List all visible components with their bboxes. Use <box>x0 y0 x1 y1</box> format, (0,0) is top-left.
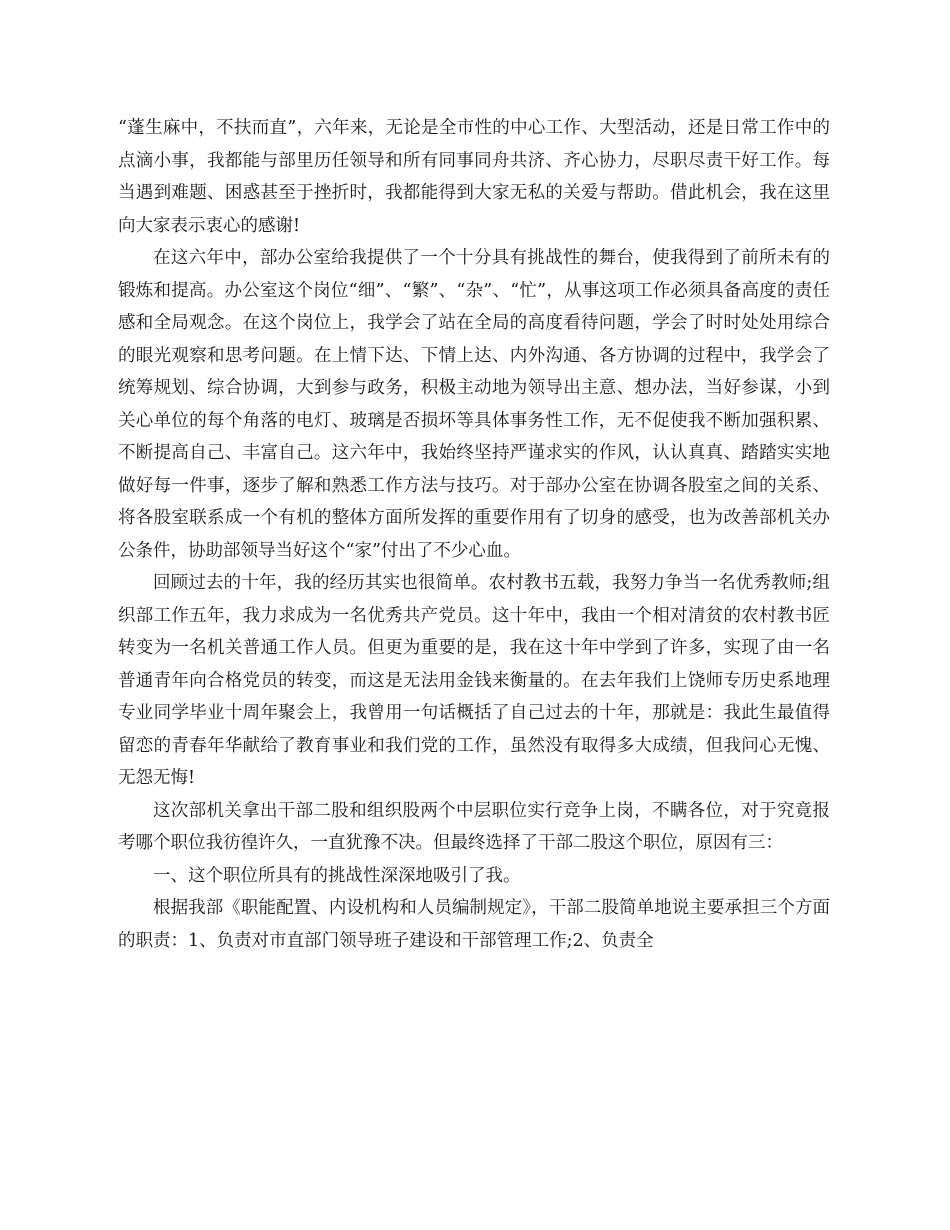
paragraph-ten-years-review: 回顾过去的十年，我的经历其实也很简单。农村教书五载，我努力争当一名优秀教师;组织部工作五年，我力求成为一名优秀共产党员。这十年中，我由一个相对清贫的农村教书匠转变为一名机关普通工作人员。但更为重要的是，我在这十年中学到了许多，实现了由一名普通青年向合格党员的转变，而这是无法用金钱来衡量的。在去年我们上饶师专历史系地理专业同学毕业十周年聚会上，我曾用一句话概括了自己过去的十年，那就是：我此生最值得留恋的青春年华献给了教育事业和我们党的工作，虽然没有取得多大成绩，但我问心无愧、无怨无悔! <box>118 573 830 788</box>
paragraph-position-choice: 这次部机关拿出干部二股和组织股两个中层职位实行竞争上岗，不瞒各位，对于究竟报考哪个职位我彷徨许久，一直犹豫不决。但最终选择了干部二股这个职位，原因有三： <box>118 800 830 853</box>
paragraph-reason-one: 一、这个职位所具有的挑战性深深地吸引了我。 <box>153 865 521 886</box>
paragraph-office-experience: 在这六年中，部办公室给我提供了一个十分具有挑战性的舞台，使我得到了前所未有的锻炼和提高。办公室这个岗位“细”、“繁”、“杂”、“忙”，从事这项工作必须具备高度的责任感和全局观念。在这个岗位上，我学会了站在全局的高度看待问题，学会了时时处处用综合的眼光观察和思考问题。在上情下达、下情上达、内外沟通、各方协调的过程中，我学会了统筹规划、综合协调，大到参与政务，积极主动地为领导出主意、想办法，当好参谋，小到关心单位的每个角落的电灯、玻璃是否损坏等具体事务性工作，无不促使我不断加强积累、不断提高自己、丰富自己。这六年中，我始终坚持严谨求实的作风，认认真真、踏踏实实地做好每一件事，逐步了解和熟悉工作方法与技巧。对于部办公室在协调各股室之间的关系、将各股室联系成一个有机的整体方面所发挥的重要作用有了切身的感受，也为改善部机关办公条件，协助部领导当好这个“家”付出了不少心血。 <box>118 248 830 561</box>
document-page <box>118 112 830 957</box>
paragraph-gratitude: “蓬生麻中，不扶而直”，六年来，无论是全市性的中心工作、大型活动，还是日常工作中的点滴小事，我都能与部里历任领导和所有同事同舟共济、齐心协力，尽职尽责干好工作。每当遇到难题、困惑甚至于挫折时，我都能得到大家无私的关爱与帮助。借此机会，我在这里向大家表示衷心的感谢! <box>118 118 830 236</box>
paragraph-duties: 根据我部《职能配置、内设机构和人员编制规定》，干部二股简单地说主要承担三个方面的职责：1、负责对市直部门领导班子建设和干部管理工作;2、负责全 <box>118 898 830 951</box>
